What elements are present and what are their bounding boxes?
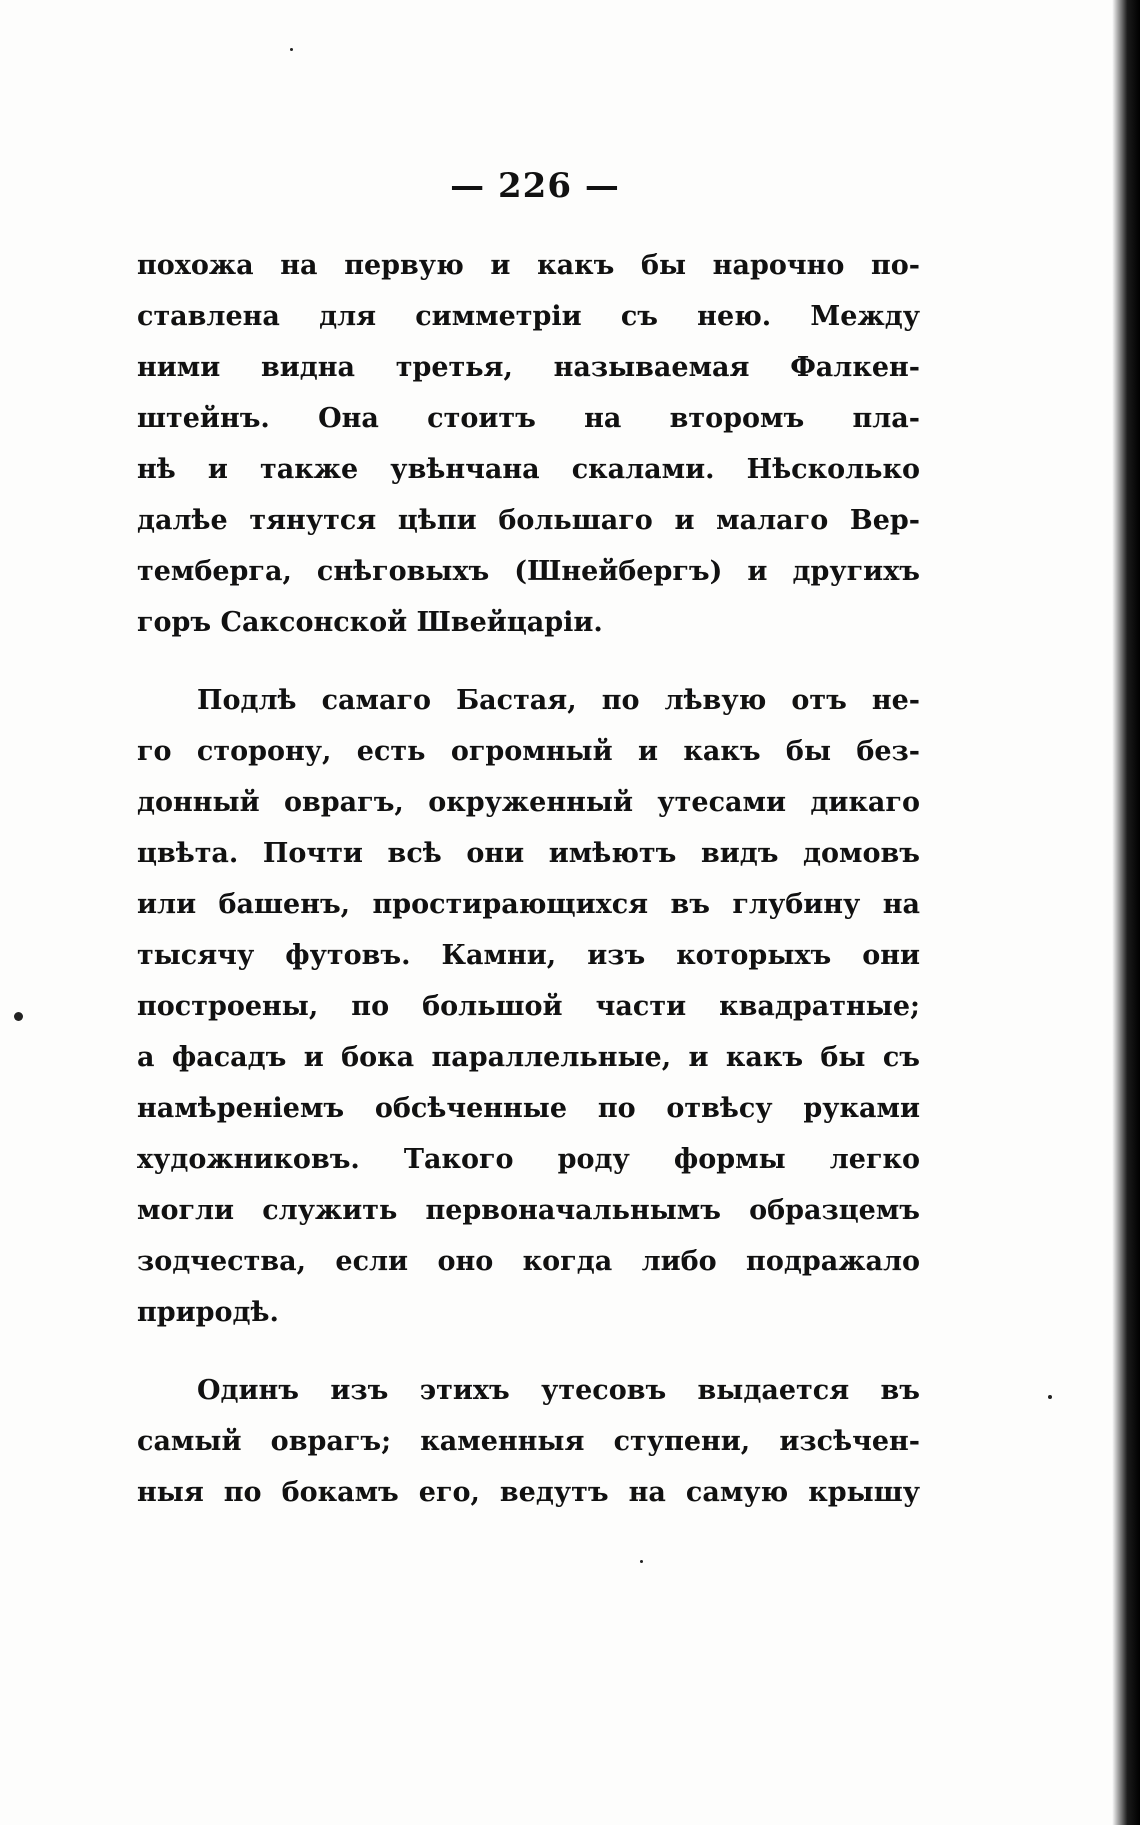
text-line: ними видна третья, называемая Фалкен- xyxy=(137,352,920,383)
text-line: го сторону, есть огромный и какъ бы без- xyxy=(137,736,920,767)
page-number: — 226 — xyxy=(450,166,620,206)
text-line: а фасадъ и бока параллельные, и какъ бы съ xyxy=(137,1042,920,1073)
page-binding-edge xyxy=(1112,0,1140,1825)
text-line: самый оврагъ; каменныя ступени, изсѣчен- xyxy=(137,1426,920,1457)
text-line: цвѣта. Почти всѣ они имѣютъ видъ домовъ xyxy=(137,838,920,869)
text-line: зодчества, если оно когда либо подражало xyxy=(137,1246,920,1277)
text-line: могли служить первоначальнымъ образцемъ xyxy=(137,1195,920,1226)
text-line: нѣ и также увѣнчана скалами. Нѣсколько xyxy=(137,454,920,485)
text-line: похожа на первую и какъ бы нарочно по- xyxy=(137,250,920,281)
text-line: донный оврагъ, окруженный утесами дикаго xyxy=(137,787,920,818)
ink-speck xyxy=(1048,1395,1052,1399)
paragraph-1 xyxy=(137,240,920,648)
ink-speck xyxy=(290,48,293,51)
text-line: тысячу футовъ. Камни, изъ которыхъ они xyxy=(137,940,920,971)
text-line: штейнъ. Она стоитъ на второмъ пла- xyxy=(137,403,920,434)
text-line: построены, по большой части квадратные; xyxy=(137,991,920,1022)
ink-speck xyxy=(14,1012,23,1021)
text-line: или башенъ, простирающихся въ глубину на xyxy=(137,889,920,920)
text-line: Одинъ изъ этихъ утесовъ выдается въ xyxy=(197,1375,920,1406)
text-line: ныя по бокамъ его, ведутъ на самую крышу xyxy=(137,1477,920,1508)
text-line: темберга, снѣговыхъ (Шнейбергъ) и другихъ xyxy=(137,556,920,587)
text-line: горъ Саксонской Швейцаріи. xyxy=(137,607,603,638)
text-line: ставлена для симметріи съ нею. Между xyxy=(137,301,920,332)
paragraph-2 xyxy=(137,675,920,1338)
ink-speck xyxy=(640,1560,643,1563)
text-line: художниковъ. Такого роду формы легко xyxy=(137,1144,920,1175)
body-text xyxy=(137,240,920,1518)
text-line: природѣ. xyxy=(137,1297,279,1328)
paragraph-3 xyxy=(137,1365,920,1518)
text-line: намѣреніемъ обсѣченные по отвѣсу руками xyxy=(137,1093,920,1124)
text-line: далѣе тянутся цѣпи большаго и малаго Вер- xyxy=(137,505,920,536)
text-line: Подлѣ самаго Бастая, по лѣвую отъ не- xyxy=(197,685,920,716)
